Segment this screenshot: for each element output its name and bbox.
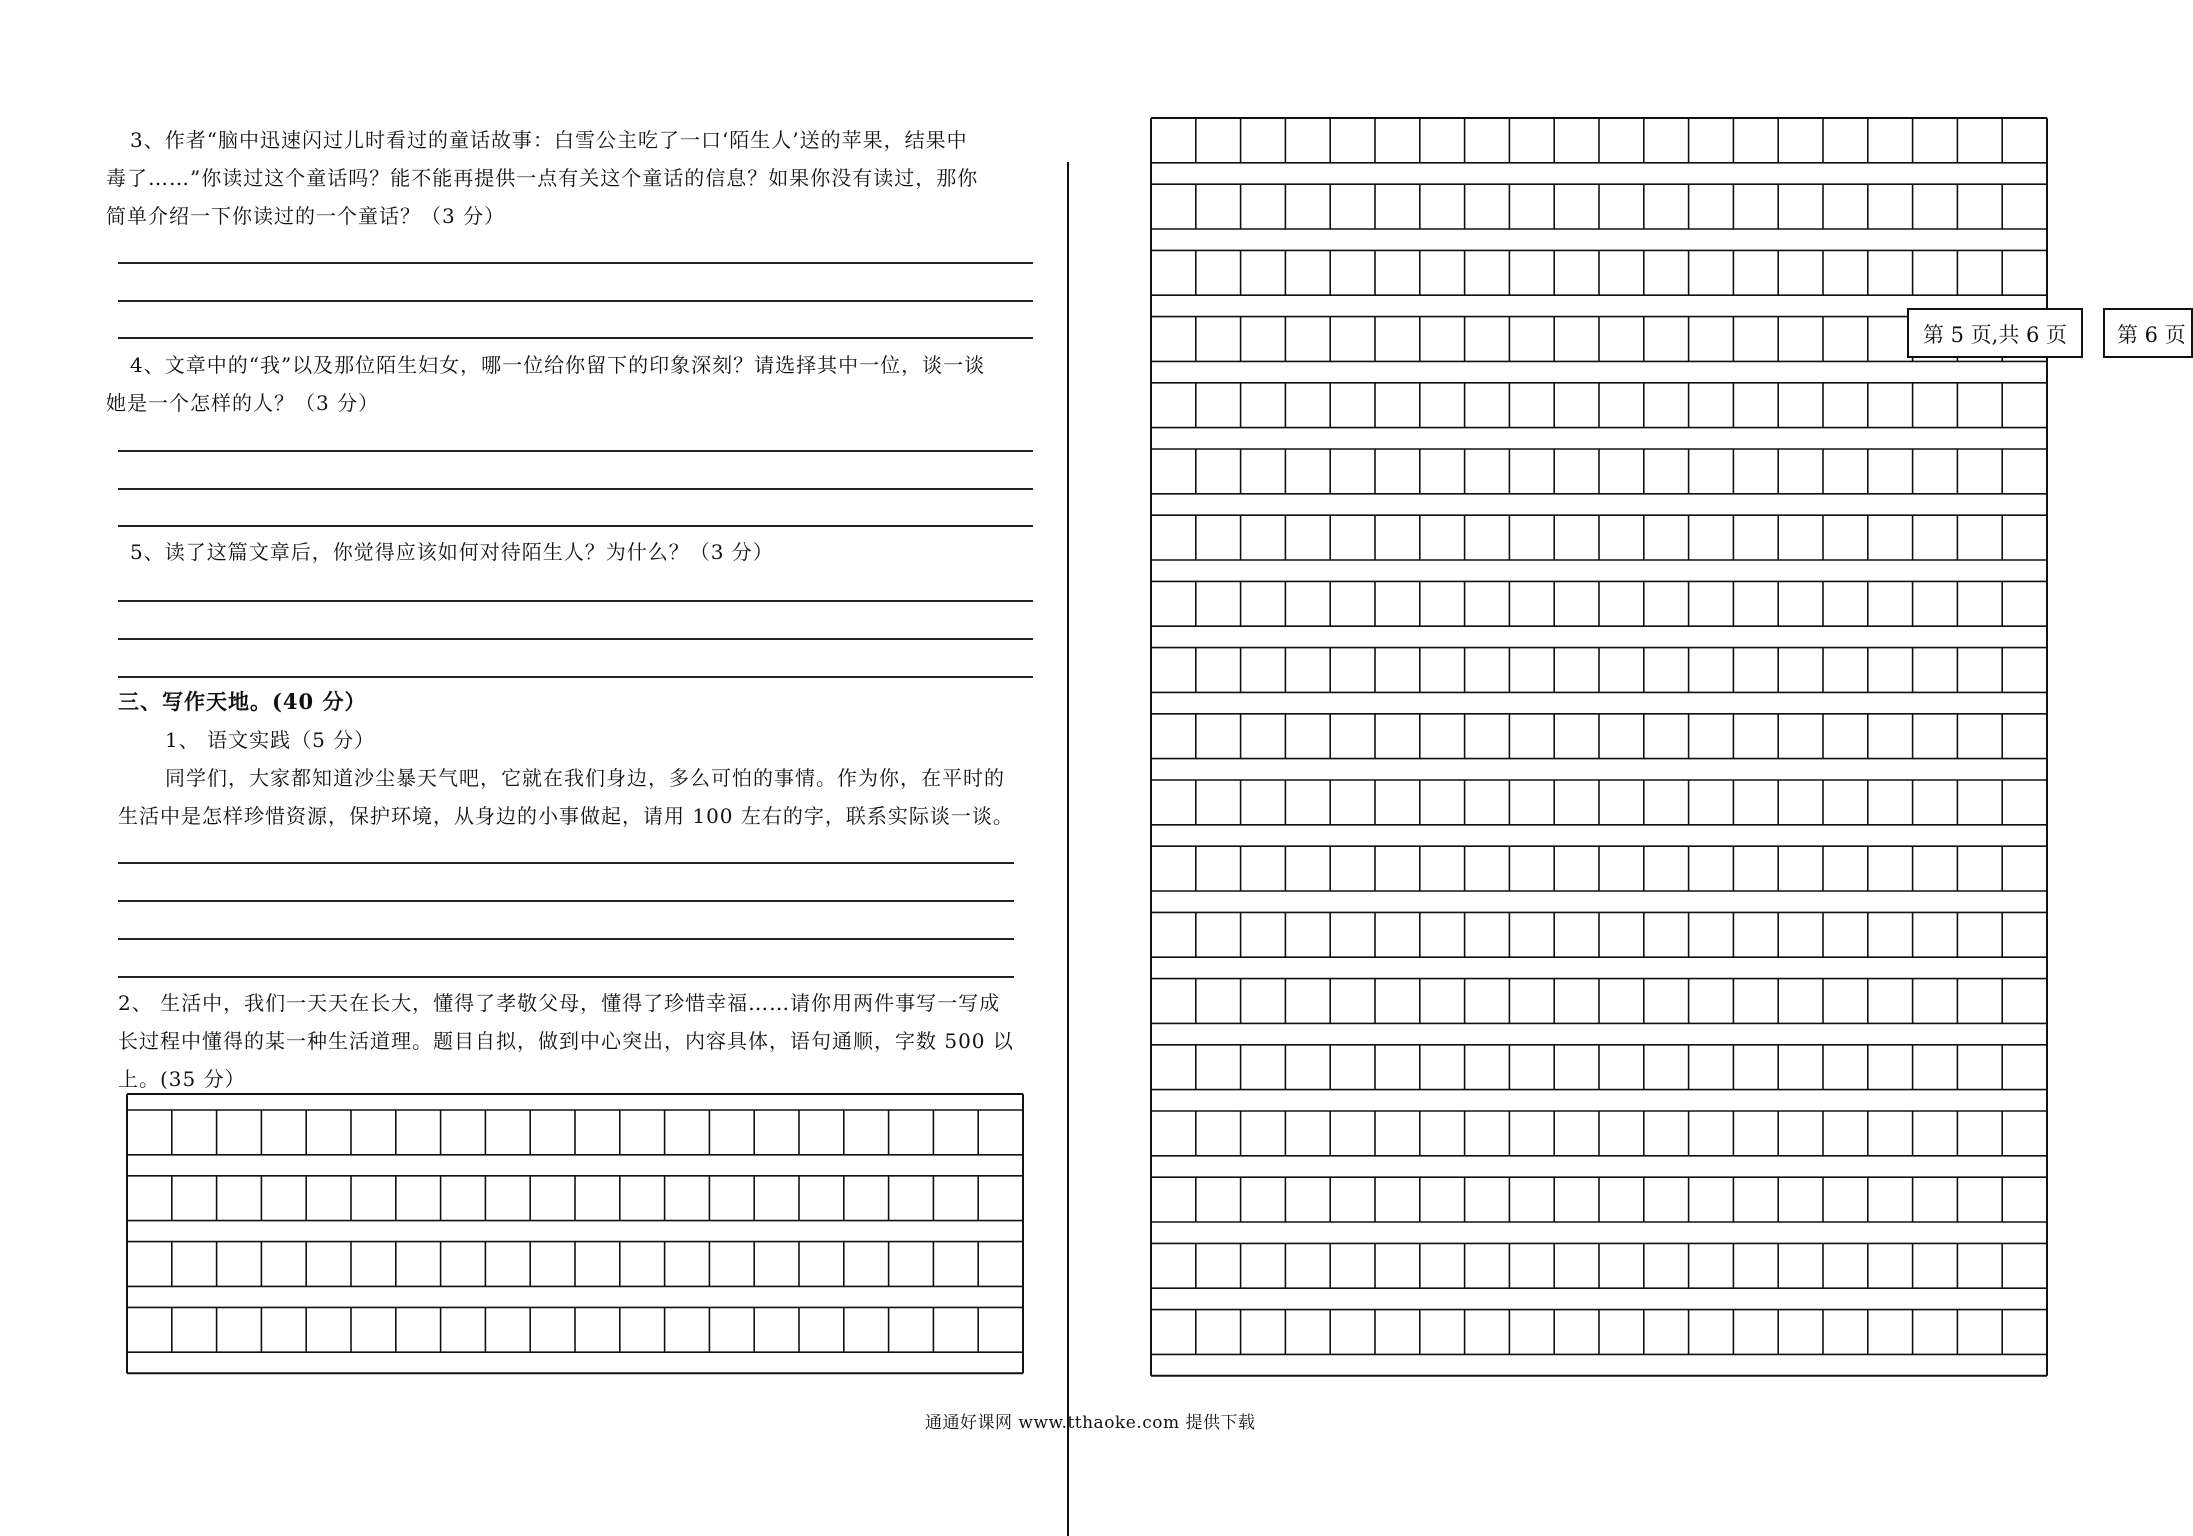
answer-line[interactable]	[118, 938, 1014, 940]
section-3	[118, 683, 1038, 835]
answer-line[interactable]	[118, 300, 1033, 302]
question-3	[106, 121, 1038, 235]
question-5	[118, 533, 1038, 571]
page-number-label-next: 第 6 页	[2103, 308, 2193, 358]
essay-prompt-line-1: 2、 生活中，我们一天天在长大，懂得了孝敬父母，懂得了珍惜幸福……请你用两件事写一写成	[118, 991, 1001, 1015]
answer-line[interactable]	[118, 525, 1033, 527]
question-3-line-2: 毒了……”你读过这个童话吗？能不能再提供一点有关这个童话的信息？如果你没有读过，那你	[106, 166, 979, 190]
answer-line[interactable]	[118, 676, 1033, 678]
answer-line[interactable]	[118, 488, 1033, 490]
practice-title: 1、 语文实践（5 分）	[165, 728, 376, 752]
answer-line[interactable]	[118, 262, 1033, 264]
essay-prompt-line-3: 上。(35 分）	[118, 1067, 246, 1091]
question-5-line-1: 5、读了这篇文章后，你觉得应该如何对待陌生人？为什么？（3 分）	[130, 540, 774, 564]
answer-line[interactable]	[118, 900, 1014, 902]
question-4-line-1: 4、文章中的“我”以及那位陌生妇女，哪一位给你留下的印象深刻？请选择其中一位，谈一谈	[130, 353, 986, 377]
question-3-line-1: 3、作者“脑中迅速闪过儿时看过的童话故事：白雪公主吃了一口‘陌生人’送的苹果，结果中	[130, 128, 968, 152]
page-number-label: 第 5 页,共 6 页	[1907, 308, 2083, 358]
answer-line[interactable]	[118, 600, 1033, 602]
essay-prompt	[118, 984, 1038, 1098]
practice-prompt-line-2: 生活中是怎样珍惜资源，保护环境，从身边的小事做起，请用 100 左右的字，联系实际谈一谈。	[118, 804, 1014, 828]
practice-prompt-line-1: 同学们，大家都知道沙尘暴天气吧，它就在我们身边，多么可怕的事情。作为你，在平时的	[165, 766, 1005, 790]
answer-line[interactable]	[118, 638, 1033, 640]
footer-source: 通通好课网 www.tthaoke.com 提供下载	[925, 1413, 1256, 1433]
section-3-heading: 三、写作天地。(40 分）	[118, 689, 367, 714]
page-divider	[1067, 162, 1069, 1536]
question-4	[106, 346, 1038, 422]
answer-line[interactable]	[118, 862, 1014, 864]
answer-line[interactable]	[118, 337, 1033, 339]
question-3-line-3: 简单介绍一下你读过的一个童话？（3 分）	[106, 204, 506, 228]
answer-line[interactable]	[118, 976, 1014, 978]
question-4-line-2: 她是一个怎样的人？（3 分）	[106, 391, 380, 415]
answer-line[interactable]	[118, 450, 1033, 452]
essay-grid-left[interactable]	[126, 1094, 1024, 1376]
essay-prompt-line-2: 长过程中懂得的某一种生活道理。题目自拟，做到中心突出，内容具体，语句通顺，字数 500 以	[118, 1029, 1014, 1053]
